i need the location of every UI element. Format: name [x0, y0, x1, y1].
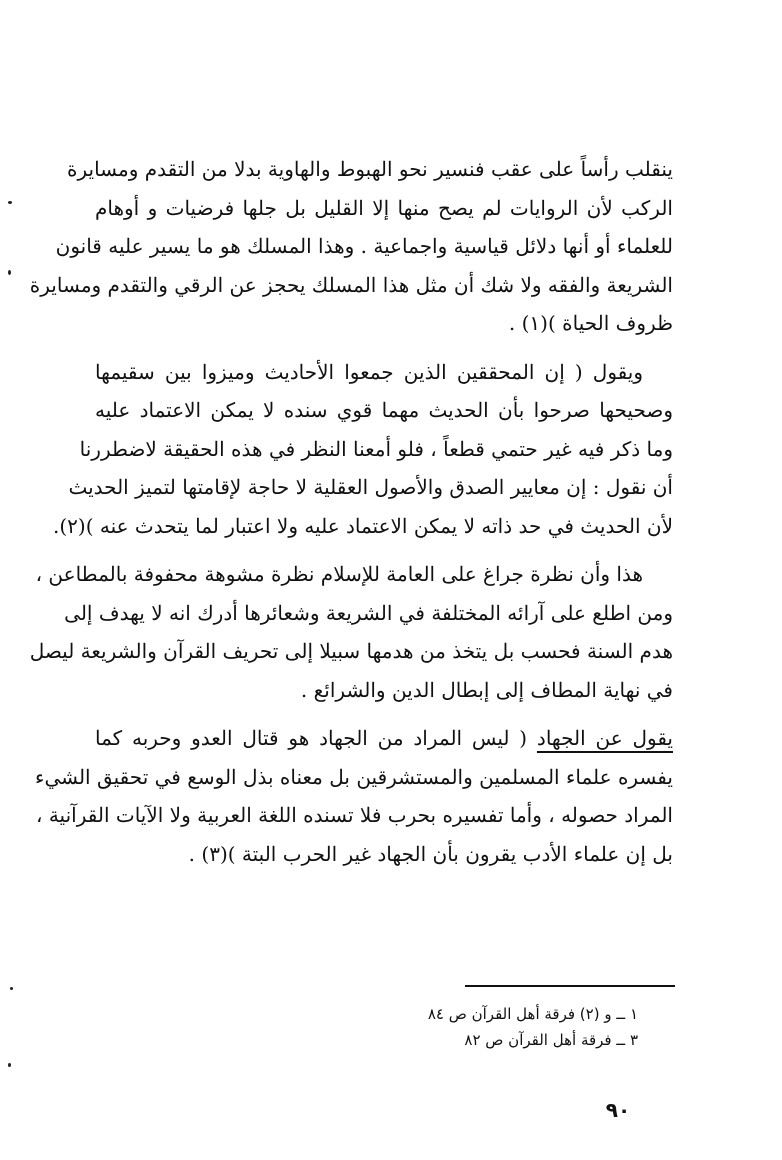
scan-speck: [8, 1063, 11, 1067]
text-line: ويقول ( إن المحققين الذين جمعوا الأحاديث وميزوا بين سقيمها: [95, 359, 643, 384]
text-line: في نهاية المطاف إلى إبطال الدين والشرائع .: [300, 677, 673, 702]
text-line: وصحيحها صرحوا بأن الحديث مهما قوي سنده لا يمكن الاعتماد عليه: [95, 398, 673, 422]
text-run: ( ليس المراد من الجهاد هو قتال العدو وحربه كما: [95, 726, 537, 750]
scan-speck: [8, 270, 11, 275]
scan-speck: [10, 987, 13, 990]
paragraph-1: [29, 150, 673, 343]
text-line: يفسره علماء المسلمين والمستشرقين بل معناه بذل الوسع في تحقيق الشيء: [35, 764, 673, 789]
page-body: [29, 150, 674, 883]
text-line: بل إن علماء الأدب يقرون بأن الجهاد غير الحرب البتة )(٣) .: [188, 841, 673, 866]
text-line: هذا وأن نظرة جراغ على العامة للإسلام نظرة مشوهة محفوفة بالمطاعن ،: [35, 562, 643, 586]
paragraph-2: [53, 353, 673, 546]
text-line: المراد حصوله ، وأما تفسيره بحرب فلا تسنده اللغة العربية ولا الآيات القرآنية ،: [36, 803, 673, 827]
page-number: ٩٠: [605, 1098, 631, 1122]
text-line: ظروف الحياة )(١) .: [508, 311, 673, 335]
paragraph-4: [35, 719, 674, 873]
text-line: هدم السنة فحسب بل يتخذ من هدمها سبيلا إلى تحريف القرآن والشريعة ليصل: [29, 639, 673, 663]
footnotes: [300, 1001, 638, 1053]
text-line: الركب لأن الروايات لم يصح منها إلا القليل بل جلها فرضيات و أوهام: [95, 195, 673, 220]
footnote: ٣ ــ فرقة أهل القرآن ص ٨٢: [464, 1031, 638, 1049]
paragraph-3: [29, 555, 673, 709]
text-line: ينقلب رأساً على عقب فنسير نحو الهبوط والهاوية بدلا من التقدم ومسايرة: [67, 157, 673, 181]
text-line: [95, 719, 673, 758]
text-line: ومن اطلع على آرائه المختلفة في الشريعة وشعائرها أدرك انه لا يهدف إلى: [64, 600, 673, 625]
text-line: للعلماء أو أنها دلائل قياسية واجماعية . وهذا المسلك هو ما يسير عليه قانون: [55, 234, 673, 258]
scan-speck: [8, 201, 12, 204]
text-line: لأن الحديث في حد ذاته لا يمكن الاعتماد عليه ولا اعتبار لما يتحدث عنه )(٢).: [53, 513, 673, 538]
text-line: وما ذكر فيه غير حتمي قطعاً ، فلو أمعنا النظر في هذه الحقيقة لاضطررنا: [79, 436, 673, 461]
underlined-phrase: يقول عن الجهاد: [536, 726, 674, 750]
footnote-divider: [465, 985, 675, 987]
text-line: أن نقول : إن معايير الصدق والأصول العقلية لا حاجة لإقامتها لتميز الحديث: [68, 475, 673, 499]
footnote: ١ ــ و (٢) فرقة أهل القرآن ص ٨٤: [427, 1005, 638, 1023]
text-line: الشريعة والفقه ولا شك أن مثل هذا المسلك يحجز عن الرقي والتقدم ومسايرة: [29, 272, 673, 297]
